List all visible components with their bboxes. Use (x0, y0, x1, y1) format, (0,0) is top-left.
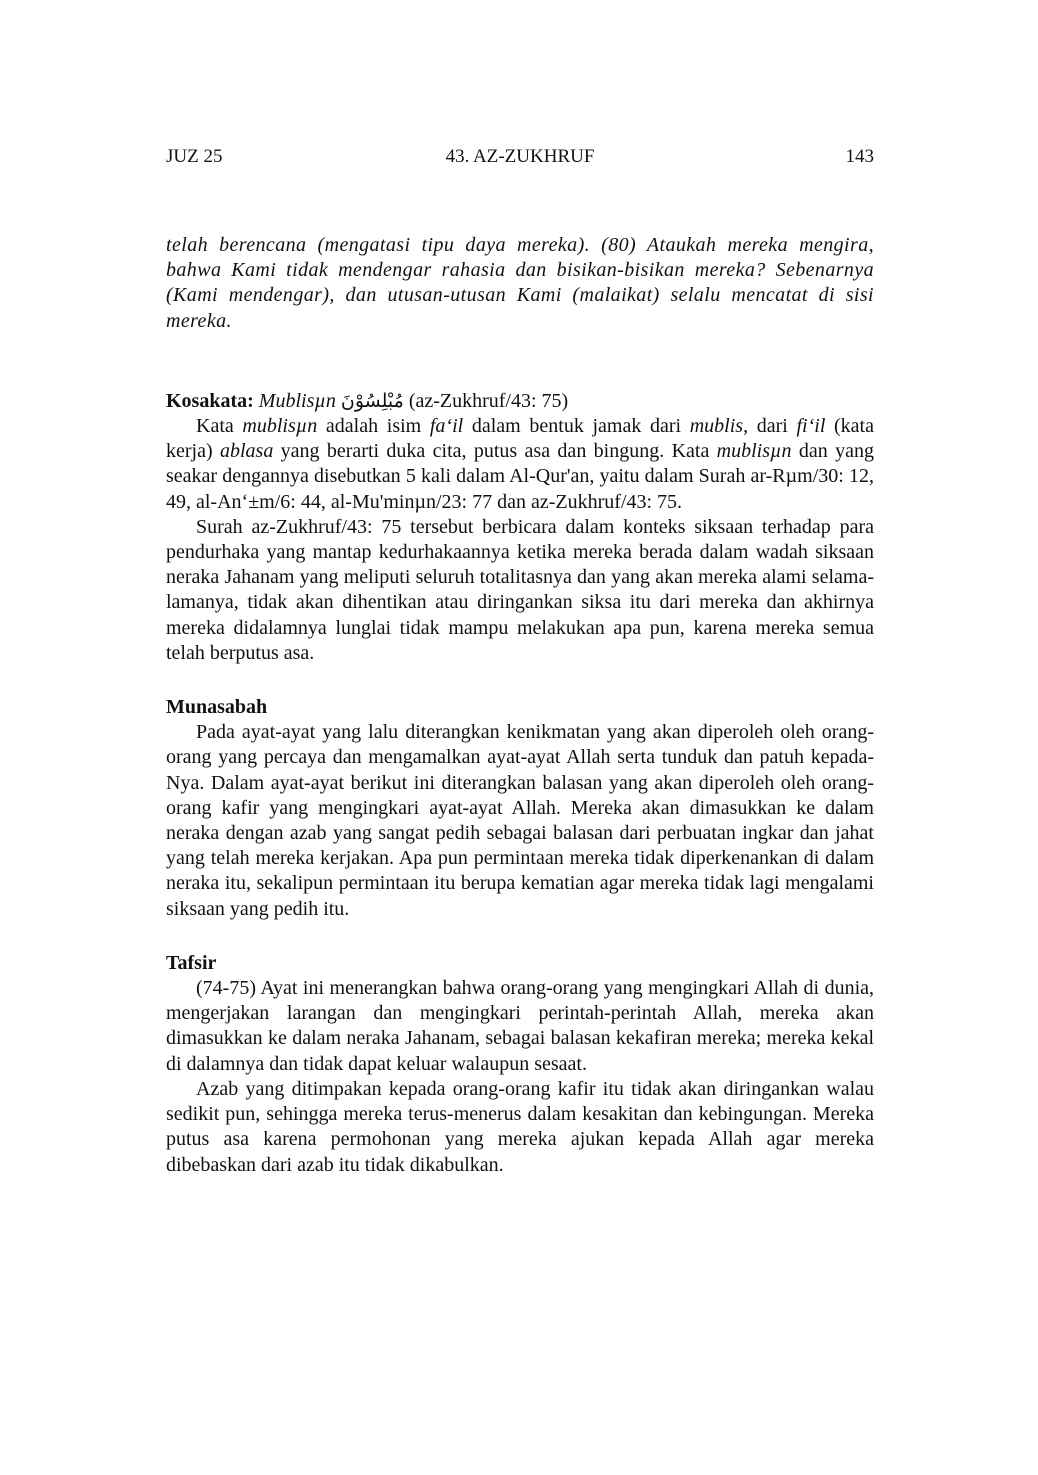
kosakata-paragraph-2: Surah az-Zukhruf/43: 75 tersebut berbicara dalam konteks siksaan terhadap para pendurhaka yang mantap kedurhakaannya ketika mereka berada dalam wadah siksaan neraka Jahanam yang meliputi seluruh totalitasnya dan yang akan mereka alami selama-lamanya, tidak akan dihentikan atau diringankan siksa itu dari mereka dan akhirnya mereka didalamnya lunglai tidak mampu melakukan apa pun, karena mereka semua telah berputus asa. (166, 515, 874, 664)
munasabah-heading: Munasabah (166, 696, 268, 719)
surah-title: 43. AZ-ZUKHRUF (445, 146, 595, 167)
text-run: dan yang seakar dengannya disebutkan 5 kali dalam Al-Qur'an, yaitu dalam Surah ar-Rµm/30: 12, 49, al-An‘±m/6: 44, al-Mu'minµn/23: 77 dan az-Zukhruf/43: 75. (166, 440, 874, 513)
tafsir-heading: Tafsir (166, 951, 217, 974)
italic-term: mublisµn (242, 415, 318, 438)
italic-term: ablasa (219, 440, 274, 463)
tafsir-paragraph-2: Azab yang ditimpakan kepada orang-orang kafir itu tidak akan diringankan walau sedikit pun, sehingga mereka terus-menerus dalam kesakitan dan kebingungan. Mereka putus asa karena permohonan yang mereka ajukan kepada Allah agar mereka dibebaskan dari azab itu tidak dikabulkan. (166, 1077, 874, 1176)
tafsir-paragraph-1: (74-75) Ayat ini menerangkan bahwa orang-orang yang mengingkari Allah di dunia, mengerjakan larangan dan mengingkari perintah-perintah Allah, mereka akan dimasukkan ke dalam neraka Jahanam, sebagai balasan kekafiran mereka; mereka kekal di dalamnya dan tidak dapat keluar walaupun sesaat. (166, 977, 874, 1075)
kosakata-paragraph-1 (166, 414, 874, 515)
text-run: dalam bentuk jamak dari (463, 415, 690, 438)
text-run: Kata (196, 415, 243, 438)
running-header (166, 146, 874, 172)
italic-term: fi‘il (796, 415, 826, 438)
translation-continuation: telah berencana (mengatasi tipu daya mereka). (80) Ataukah mereka mengira, bahwa Kami tidak mendengar rahasia dan bisikan-bisikan mereka? Sebenarnya (Kami mendengar), dan utusan-utusan Kami (malaikat) selalu mencatat di sisi mereka. (166, 234, 874, 332)
page-body (166, 233, 874, 1178)
kosakata-heading-line (166, 389, 874, 414)
text-run: yang berarti duka cita, putus asa dan bingung. Kata (273, 440, 717, 463)
kosakata-label: Kosakata: (166, 389, 254, 412)
page-number: 143 (845, 146, 874, 167)
italic-term: fa‘il (429, 415, 464, 438)
italic-term: mublis (689, 415, 744, 438)
munasabah-paragraph: Pada ayat-ayat yang lalu diterangkan kenikmatan yang akan diperoleh oleh orang-orang yang percaya dan mengamalkan ayat-ayat Allah serta tunduk dan patuh kepada-Nya. Dalam ayat-ayat berikut ini diterangkan balasan yang akan diperoleh oleh orang-orang kafir yang mengingkari ayat-ayat Allah. Mereka akan dimasukkan ke dalam neraka dengan azab yang sangat pedih sebagai balasan dari perbuatan ingkar dan jahat yang telah mereka kerjakan. Apa pun permintaan mereka tidak diperkenankan di dalam neraka itu, sekalipun permintaan itu berupa kematian agar mereka tidak lagi mengalami siksaan yang pedih itu. (166, 721, 874, 920)
juz-label: JUZ 25 (166, 146, 223, 167)
text-run: adalah isim (317, 415, 430, 438)
text-run: (kata kerja) (166, 415, 874, 463)
kosakata-term: Mublisµn (258, 389, 336, 412)
text-run: , dari (743, 415, 797, 438)
kosakata-reference: (az-Zukhruf/43: 75) (408, 389, 569, 412)
kosakata-arabic: مُبْلِسُوْنَ (340, 389, 404, 412)
italic-term: mublisµn (716, 440, 792, 463)
